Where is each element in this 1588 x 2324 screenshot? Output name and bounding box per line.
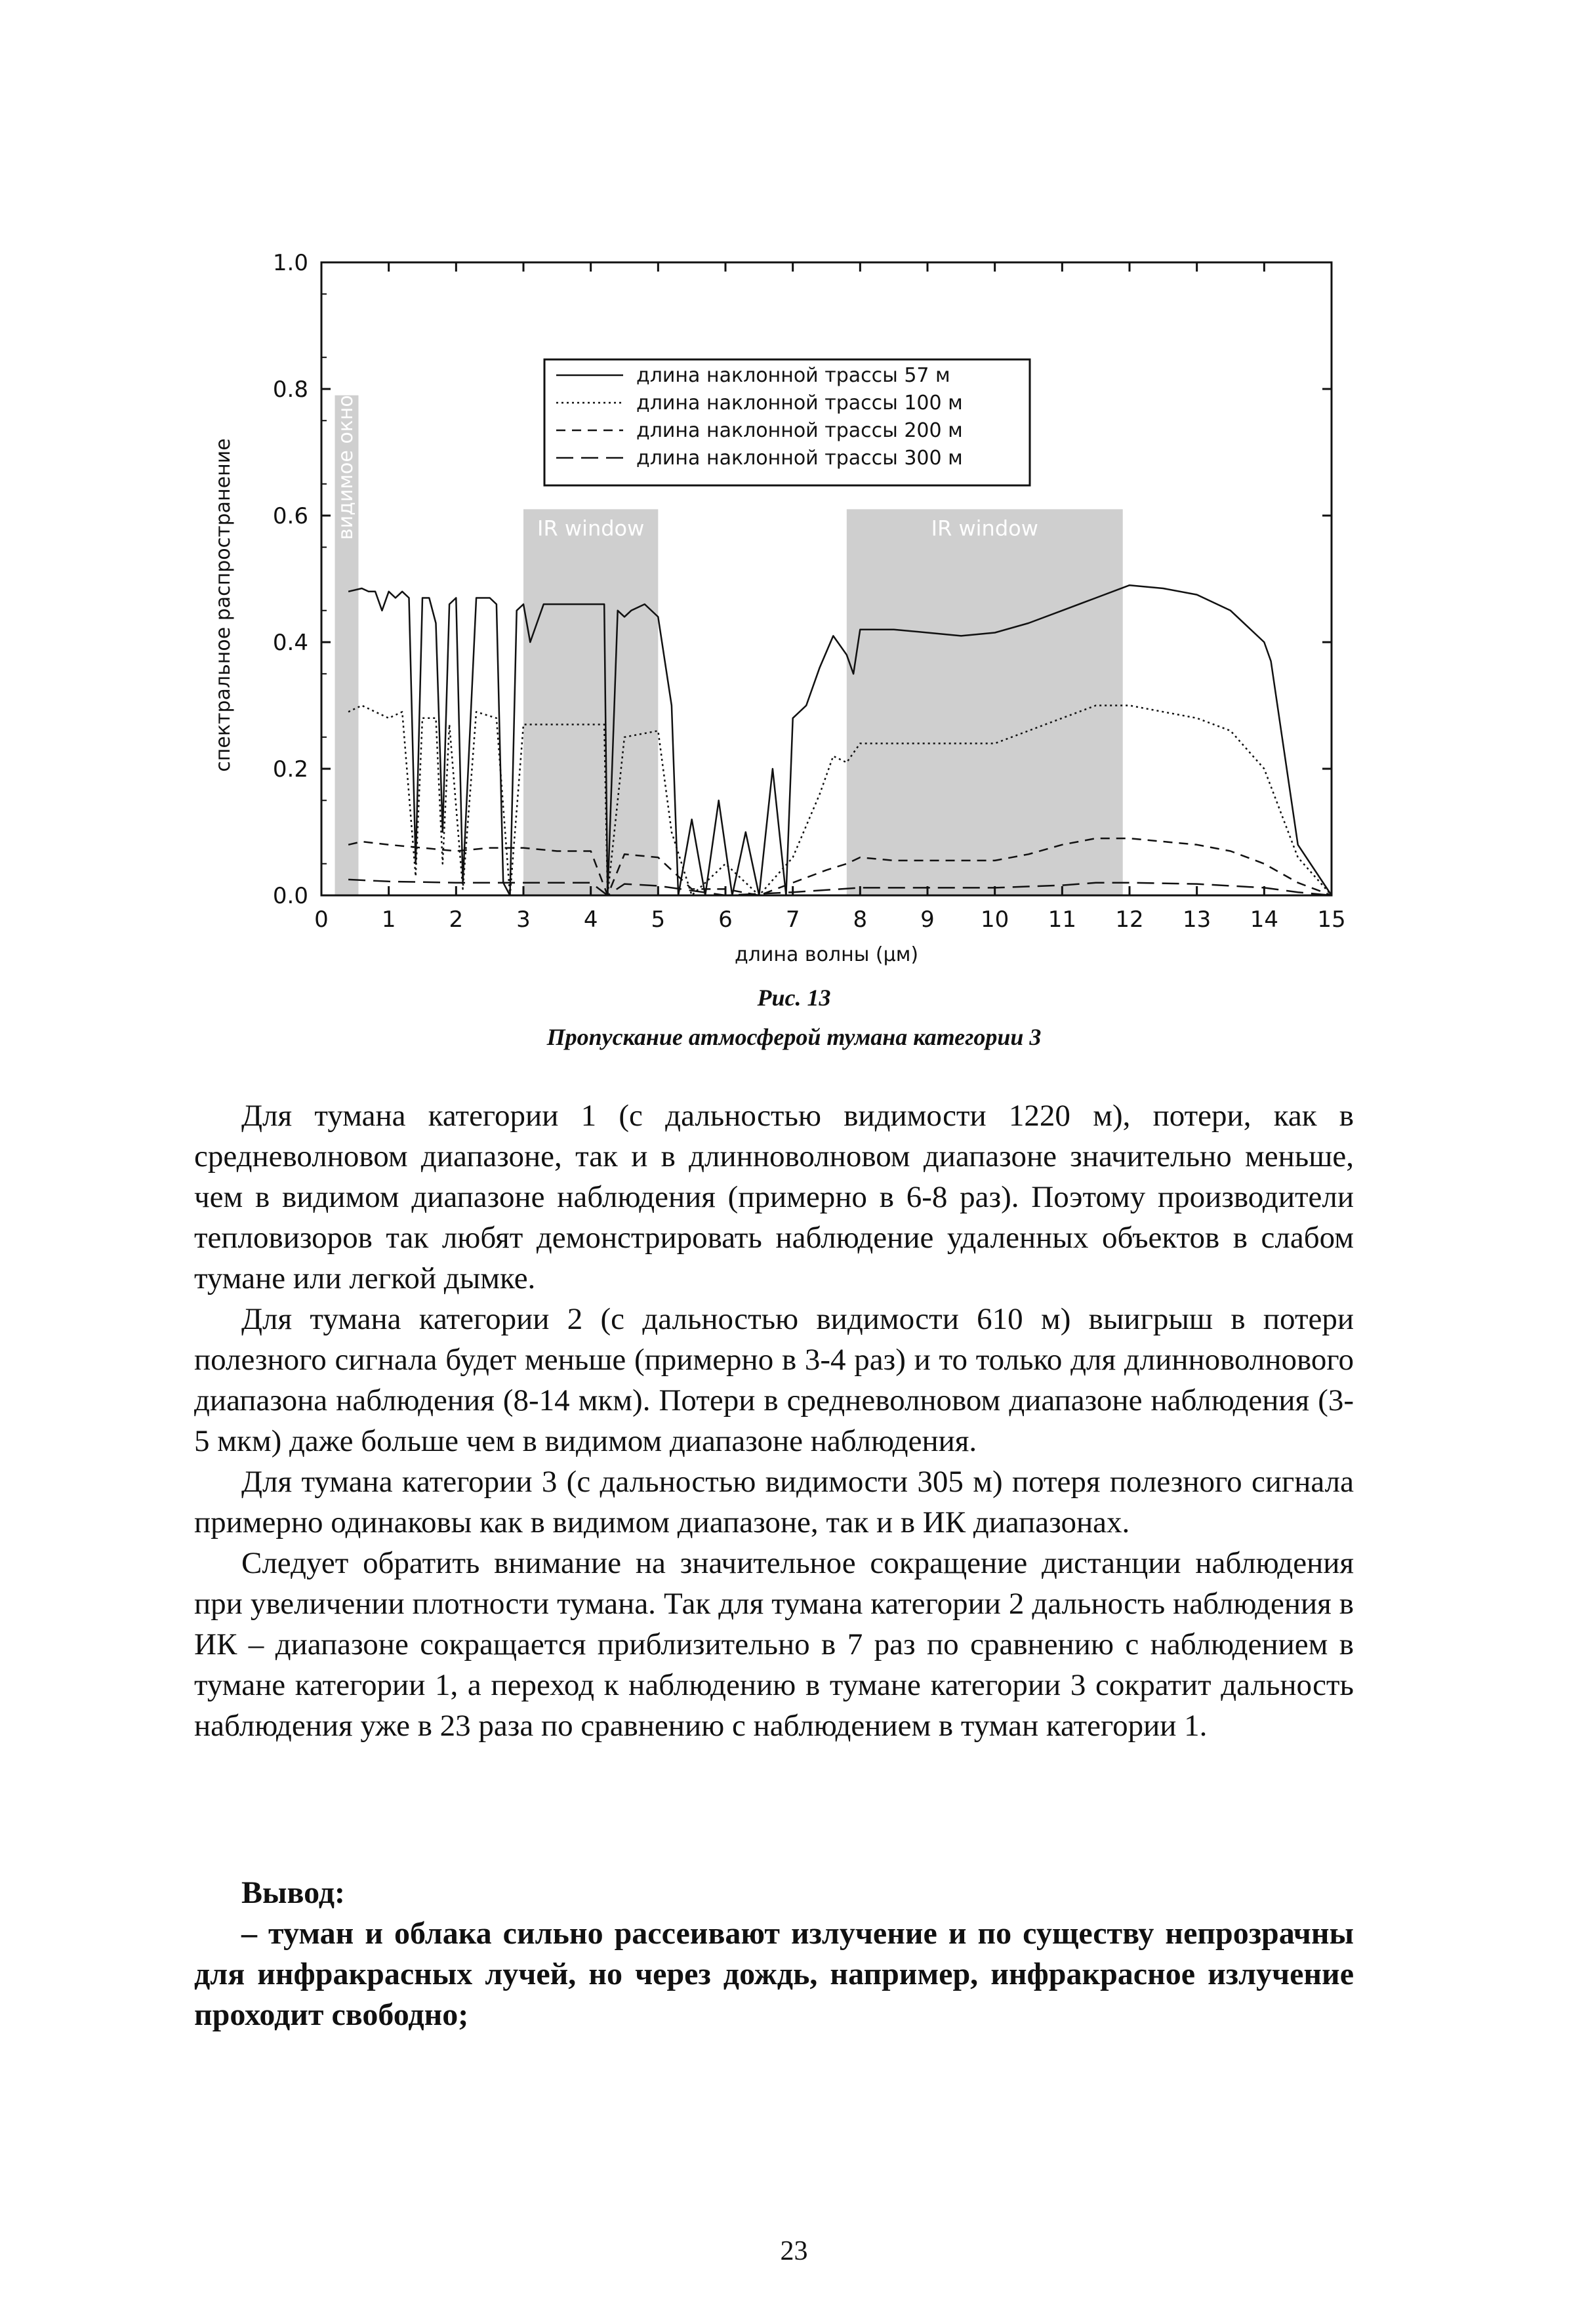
- x-tick-label: 5: [651, 907, 666, 933]
- paragraph-fog-category-1: Для тумана категории 1 (с дальностью видимости 1220 м), потери, как в средневолновом диапазоне, так и в длинноволновом диапазоне значительно меньше, чем в видимом диапазоне наблюдения (примерно в 6-8 раз). Поэтому производители тепловизоров так любят демонстрировать наблюдение удаленных объектов в слабом тумане или легкой дымке.: [194, 1099, 1354, 1295]
- x-tick-label: 9: [920, 907, 935, 933]
- x-tick-label: 2: [449, 907, 464, 933]
- y-tick-label: 0.8: [272, 377, 308, 403]
- legend-entry: длина наклонной трассы 200 м: [636, 419, 963, 442]
- x-axis-label: длина волны (µм): [734, 943, 919, 966]
- window-band: [847, 509, 1123, 895]
- body-paragraphs: [194, 1095, 1354, 1746]
- window-label: IR window: [537, 516, 645, 541]
- x-tick-label: 8: [853, 907, 868, 933]
- window-label: видимое окно: [335, 395, 357, 540]
- x-tick-label: 14: [1250, 907, 1278, 933]
- x-tick-label: 15: [1317, 907, 1346, 933]
- y-tick-label: 1.0: [272, 250, 308, 276]
- plot-frame: [321, 262, 1332, 895]
- series-line: [348, 706, 1332, 896]
- figure-number: Рис. 13: [757, 985, 831, 1011]
- window-label: IR window: [931, 516, 1038, 541]
- x-tick-label: 13: [1183, 907, 1211, 933]
- x-tick-label: 12: [1115, 907, 1144, 933]
- figure-title: Пропускание атмосферой тумана категории 3: [546, 1024, 1042, 1050]
- x-tick-label: 7: [785, 907, 800, 933]
- conclusion-heading: Вывод:: [241, 1875, 345, 1910]
- series-line: [348, 838, 1332, 895]
- paragraph-fog-category-3: Для тумана категории 3 (с дальностью видимости 305 м) потеря полезного сигнала примерно одинаковы как в видимом диапазоне, так и в ИК диапазонах.: [194, 1465, 1354, 1539]
- y-tick-label: 0.4: [272, 630, 308, 656]
- paragraph-observation-range: Следует обратить внимание на значительное сокращение дистанции наблюдения при увеличении плотности тумана. Так для тумана категории 2 дальность наблюдения в ИК – диапазоне сокращается приблизительно в 7 раз по сравнению с наблюдением в тумане категории 1, а переход к наблюдению в тумане категории 3 сократит дальность наблюдения уже в 23 раза по сравнению с наблюдением в туман категории 1.: [194, 1546, 1354, 1743]
- conclusion-item: – туман и облака сильно рассеивают излучение и по существу непрозрачны для инфракрасных лучей, но через дождь, например, инфракрасное излучение проходит свободно;: [194, 1916, 1354, 2032]
- window-band: [523, 509, 658, 895]
- y-tick-label: 0.6: [272, 503, 308, 529]
- transmission-chart: [190, 236, 1364, 971]
- page-number: 23: [780, 2236, 808, 2266]
- conclusion-block: [194, 1873, 1354, 2035]
- y-tick-label: 0.2: [272, 756, 308, 783]
- x-tick-label: 1: [381, 907, 396, 933]
- legend-entry: длина наклонной трассы 300 м: [636, 447, 963, 470]
- x-tick-label: 4: [583, 907, 598, 933]
- legend-entry: длина наклонной трассы 100 м: [636, 392, 963, 415]
- y-axis-label: спектральное распространение: [212, 438, 235, 772]
- x-tick-label: 11: [1048, 907, 1076, 933]
- x-tick-label: 0: [314, 907, 329, 933]
- legend-entry: длина наклонной трассы 57 м: [636, 364, 950, 387]
- y-tick-label: 0.0: [272, 883, 308, 909]
- x-tick-label: 6: [718, 907, 733, 933]
- series-line: [348, 880, 1332, 895]
- paragraph-fog-category-2: Для тумана категории 2 (с дальностью видимости 610 м) выигрыш в потери полезного сигнала будет меньше (примерно в 3-4 раз) и то только для длинноволнового диапазона наблюдения (8-14 мкм). Потери в средневолновом диапазоне наблюдения (3-5 мкм) даже больше чем в видимом диапазоне наблюдения.: [194, 1302, 1354, 1458]
- x-tick-label: 3: [516, 907, 531, 933]
- series-line: [348, 585, 1332, 895]
- x-tick-label: 10: [981, 907, 1009, 933]
